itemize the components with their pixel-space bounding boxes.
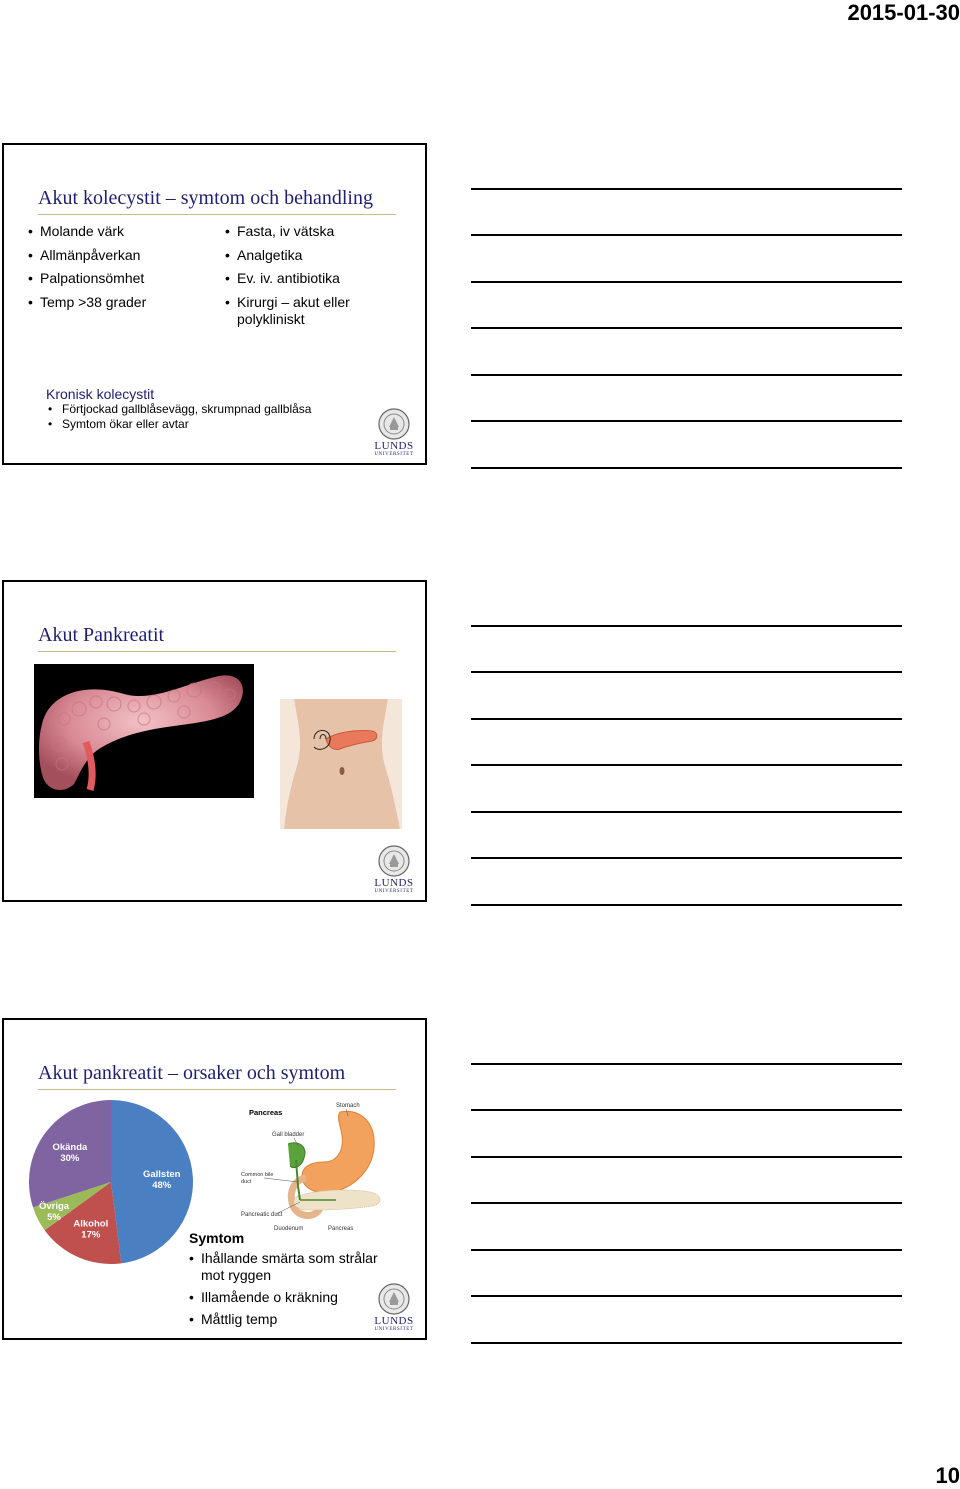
notes-line: [471, 467, 902, 469]
notes-line: [471, 188, 902, 190]
pie-label: Gallsten: [142, 1168, 181, 1180]
list-item: • Kirurgi – akut eller polykliniskt: [225, 291, 375, 328]
notes-line: [471, 234, 902, 236]
logo-sub: UNIVERSITET: [374, 452, 414, 457]
logo-sub: UNIVERSITET: [374, 1327, 414, 1332]
notes-line: [471, 374, 902, 376]
notes-lines: [471, 1018, 902, 1348]
slide-akut-pankreatit: [2, 580, 427, 902]
logo-name: LUNDS: [374, 877, 414, 889]
pie-value-label: 17%: [81, 1229, 101, 1241]
causes-pie-chart: [26, 1098, 196, 1266]
slide-title: Akut kolecystit – symtom och behandling: [38, 187, 396, 215]
subsection-heading: Kronisk kolecystit: [46, 386, 155, 402]
subsection-list: [46, 402, 346, 432]
notes-line: [471, 857, 902, 859]
list-item: • Symtom ökar eller avtar: [46, 417, 346, 432]
list-item: • Måttlig temp: [189, 1311, 399, 1328]
lunds-logo: [374, 1283, 414, 1333]
gall-bladder-label: Gall bladder: [272, 1132, 305, 1138]
pancreas-image: [34, 664, 254, 798]
notes-line: [471, 1109, 902, 1111]
university-seal-icon: [378, 1283, 410, 1315]
symptom-list: [28, 220, 208, 314]
notes-line: [471, 671, 902, 673]
list-item: • Ev. iv. antibiotika: [225, 267, 375, 291]
duodenum-label: Duodenum: [274, 1226, 304, 1232]
logo-sub: UNIVERSITET: [374, 889, 414, 894]
list-item: • Temp >38 grader: [28, 291, 208, 315]
logo-name: LUNDS: [374, 1315, 414, 1327]
slide-akut-kolecystit: [2, 143, 427, 465]
notes-lines: [471, 580, 902, 910]
notes-line: [471, 718, 902, 720]
pie-value-label: 5%: [47, 1212, 61, 1224]
university-seal-icon: [378, 845, 410, 877]
notes-line: [471, 420, 902, 422]
list-item: • Palpationsömhet: [28, 267, 208, 291]
list-item: • Molande värk: [28, 220, 208, 244]
abdomen-image: [280, 699, 402, 829]
notes-line: [471, 327, 902, 329]
list-item: • Ihållande smärta som strålar mot ryggen: [189, 1250, 399, 1284]
slide-title: Akut Pankreatit: [38, 624, 396, 652]
common-bile-duct-label: Common bile: [241, 1172, 274, 1178]
header-date: 2015-01-30: [847, 0, 960, 25]
pie-label: Alkohol: [73, 1218, 109, 1230]
symptoms-heading: Symtom: [189, 1230, 245, 1246]
logo-name: LUNDS: [374, 440, 414, 452]
symptoms-list: [189, 1250, 399, 1328]
notes-line: [471, 1249, 902, 1251]
lunds-logo: [374, 845, 414, 895]
list-item: • Förtjockad gallblåsevägg, skrumpnad gallblåsa: [46, 402, 346, 417]
stomach-label: Stomach: [336, 1103, 360, 1109]
notes-line: [471, 1342, 902, 1344]
common-bile-duct-label-2: duct: [241, 1179, 252, 1185]
lunds-logo: [374, 408, 414, 458]
notes-line: [471, 1295, 902, 1297]
list-item: • Fasta, iv vätska: [225, 220, 375, 244]
notes-line: [471, 764, 902, 766]
pie-value-label: 30%: [60, 1153, 80, 1165]
pancreas-label: Pancreas: [328, 1226, 354, 1232]
pancreatic-duct-label: Pancreatic duct: [241, 1212, 283, 1218]
treatment-list: [225, 220, 375, 328]
slide-orsaker-och-symtom: [2, 1018, 427, 1340]
list-item: • Allmänpåverkan: [28, 244, 208, 268]
list-item: • Analgetika: [225, 244, 375, 268]
notes-line: [471, 281, 902, 283]
pie-value-label: 48%: [152, 1179, 172, 1191]
slide-title: Akut pankreatit – orsaker och symtom: [38, 1062, 396, 1090]
notes-line: [471, 904, 902, 906]
pie-label: Okända: [52, 1142, 88, 1154]
notes-line: [471, 625, 902, 627]
university-seal-icon: [378, 408, 410, 440]
notes-line: [471, 1156, 902, 1158]
list-item: • Illamående o kräkning: [189, 1289, 399, 1306]
diagram-title: Pancreas: [249, 1108, 283, 1117]
page-number: 10: [935, 1463, 960, 1488]
anatomy-diagram: [236, 1100, 396, 1232]
pie-label: Övriga: [38, 1201, 70, 1213]
notes-line: [471, 1063, 902, 1065]
notes-line: [471, 811, 902, 813]
notes-line: [471, 1202, 902, 1204]
notes-lines: [471, 143, 902, 473]
